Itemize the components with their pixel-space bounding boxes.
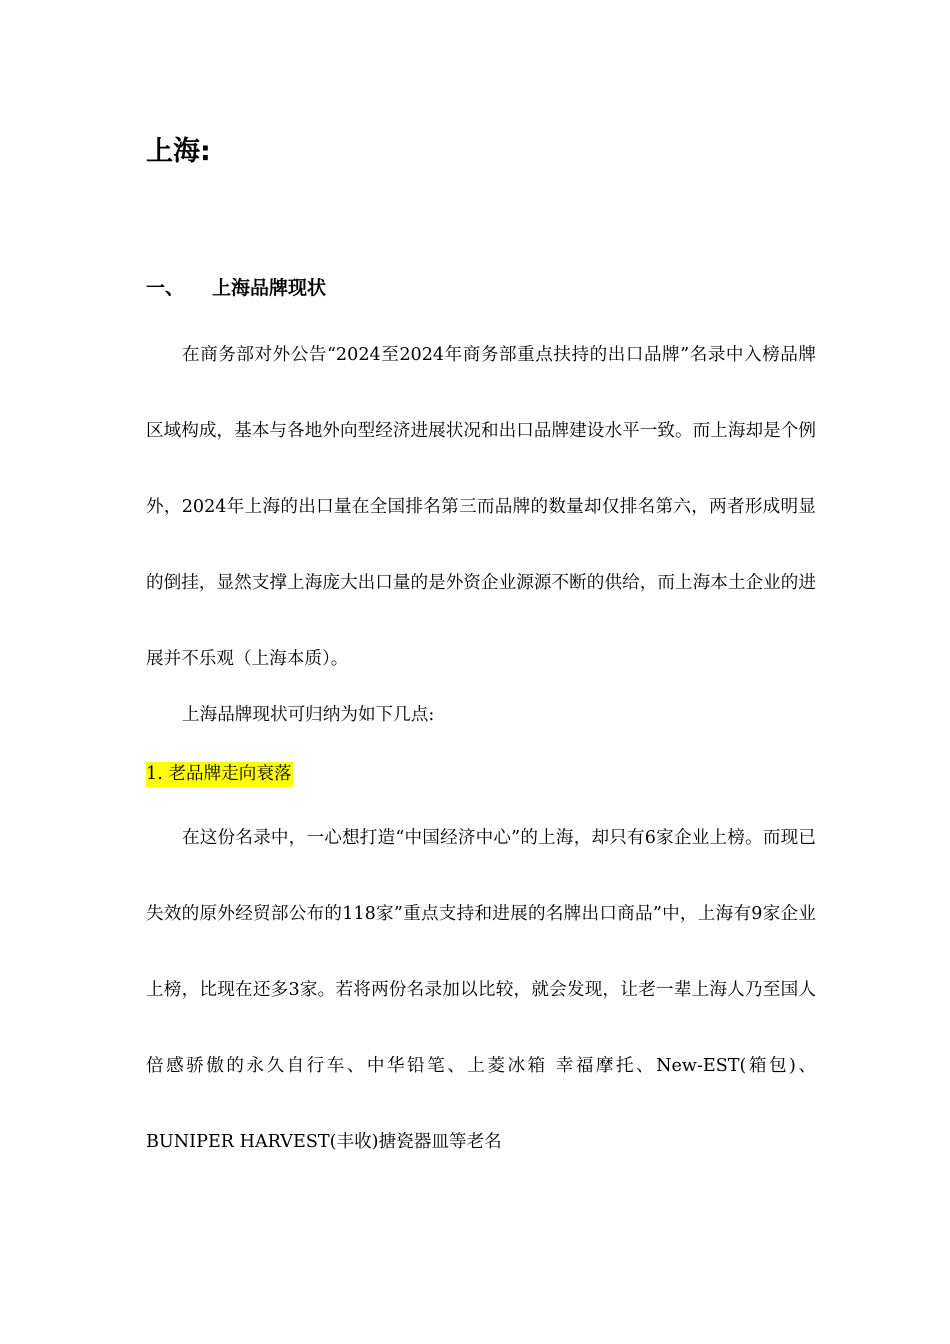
paragraph-old-brands: 在这份名录中，一心想打造“中国经济中心”的上海，却只有6家企业上榜。而现已失效的原外经贸部公布的118家”重点支持和进展的名牌出口商品”中，上海有9家企业上榜，比现在还多3家。若将两份名录加以比较，就会发现，让老一辈上海人乃至国人倍感骄傲的永久自行车、中华铅笔、上菱冰箱 幸福摩托、New-EST(箱包)、BUNIPER HARVEST(丰收)搪瓷器皿等老名 [146, 828, 816, 1152]
highlighted-sub-heading-text: 1. 老品牌走向衰落 [146, 762, 293, 787]
paragraph-brand-status: 在商务部对外公告“2024至2024年商务部重点扶持的出口品牌”名录中入榜品牌区域构成，基本与各地外向型经济进展状况和出口品牌建设水平一致。而上海却是个例外，2024年上海的出口量在全国排名第三而品牌的数量却仅排名第六，两者形成明显的倒挂，显然支撑上海庞大出口量的是外资企业源源不断的供给，而上海本土企业的进展并不乐观（上海本质）。 [146, 345, 816, 669]
paragraph-summary-intro: 上海品牌现状可归纳为如下几点: [182, 705, 435, 725]
section-number: 一、 [146, 277, 185, 299]
section-heading-text: 上海品牌现状 [212, 277, 327, 299]
page-title: 上海: [146, 136, 211, 167]
section-heading [146, 274, 326, 302]
sub-heading-old-brands [146, 760, 293, 788]
